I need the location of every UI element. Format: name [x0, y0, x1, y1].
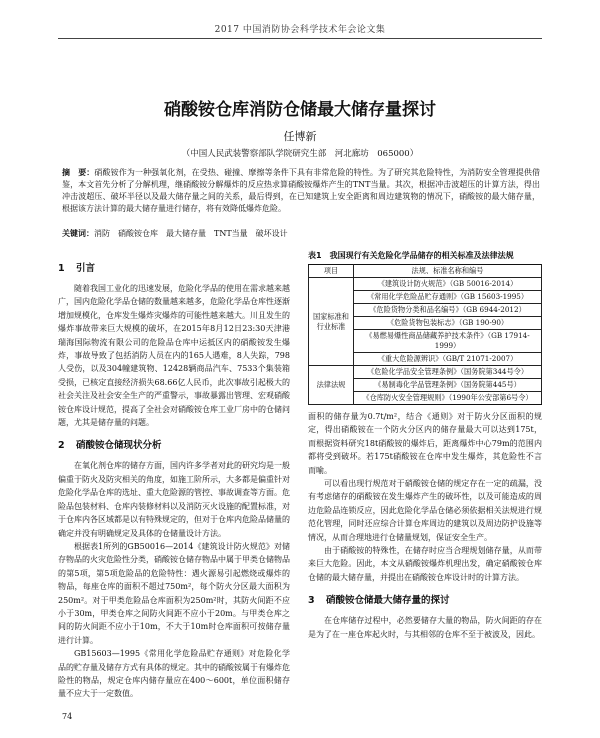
table-cell: 《危险货物分类和品名编号》（GB 6944-2012）	[354, 304, 542, 317]
abstract-label: 摘 要：	[62, 168, 95, 177]
section-heading	[58, 439, 290, 453]
body-paragraph: 可以看出现行规范对于硝酸铵仓储的规定存在一定的疏漏，没有考虑储存的硝酸铵在发生爆炸产生的破坏性，以及可能造成的周边危险品连锁反应，因此危险化学品仓储必须依据相关法规进行规范化管理，同时还应综合计算仓库周边的建筑以及周边防护设施等情况，从而合理地进行仓储量规划，保证安全生产。	[308, 479, 542, 542]
table-cell: 《仓库防火安全管理规则》（1990年公安部第6号令）	[354, 392, 542, 405]
table-cell: 《建筑设计防火规范》（GB 50016-2014）	[354, 278, 542, 291]
body-paragraph: GB15603—1995《常用化学危险品贮存通则》对危险化学品的贮存量及储存方式有具体的规定。其中的硝酸铵属于有爆炸危险性的物品，规定仓库内储存量应在400～600t，单位面积储存量不应大于一定数值。	[58, 649, 290, 699]
running-header: 2017 中国消防协会科学技术年会论文集	[214, 25, 386, 35]
section-title: 硝酸铵仓储现状分析	[76, 440, 162, 452]
table-row	[309, 278, 542, 291]
right-column	[308, 410, 542, 641]
keywords-label: 关键词：	[62, 229, 94, 238]
body-paragraph: 在仓库储存过程中，必然要储存大量的物品，防火间距的存在是为了在一座仓库起火时，与其相邻的仓库不至于被波及，因此。	[308, 616, 542, 639]
section-title: 引言	[76, 263, 96, 274]
abstract	[62, 167, 540, 215]
section-title: 硝酸铵仓储最大储存量的探讨	[326, 595, 450, 607]
regulations-table	[308, 264, 542, 405]
abstract-text: 硝酸铵作为一种强氧化剂，在受热、碰撞、摩擦等条件下具有非常危险的特性。为了研究其危险特性，为消防安全管理提供借鉴，本文首先分析了分解机理，继硝酸铵分解爆炸的反应热求算硝酸铵爆炸产生的TNT当量。其次，根据冲击波超压的计算方法，得出冲击波超压、破坏半径以及最大储存量之间的关系，最后得到，在已知建筑上安全距离和周边建筑物的情况下，硝酸铵的最大储存量，根据该方法计算的最大储存量进行储存，将有效降低爆炸危险。	[62, 168, 541, 213]
body-paragraph: 在氧化剂仓库的储存方面，国内许多学者对此的研究均是一般偏重于防火及防灾相关的角度，如施工阶所示，大多都是偏重针对危险化学品仓库的选址、重大危险源的管控、事故调查等方面。危险品包装材料、仓库内装修材料以及消防灭火设施的配置标准，对于仓库内各区域都是以有特殊规定的，但对于仓库内危险品储量的确定并没有明确规定及具体的仓储量设计方法。	[58, 461, 290, 538]
table-header-row	[309, 265, 542, 278]
page-number: 74	[62, 712, 73, 721]
keywords	[62, 228, 540, 239]
section-number: 3	[308, 595, 315, 607]
keywords-text: 消防 硝酸铵仓库 最大储存量 TNT当量 破坏设计	[94, 229, 288, 238]
table-row	[309, 366, 542, 379]
body-paragraph: 随着我国工业化的迅速发展，危险化学品的使用在需求越来越广，国内危险化学品仓储的数量越来越多，危险化学品仓库性逐渐增加规模化，仓库发生爆炸灾爆炸的可能性越来越大。川且发生的爆炸事故带来巨大规模的破坏，在2015年8月12日23:30天津港瑞海国际物流有限公司的危险品仓库中运抵区内的硝酸铵发生爆炸，事故导致了包括消防人员在内的165人遇难，8人失踪，798人受伤，以及304幢建筑物、12428辆商品汽车、7533个集装箱受损，已核定直接经济损失68.66亿人民币，此次事故引起极大的社会关注及社会安全生产的严重警示，事故暴露出管理、宏观硝酸铵仓库设计规范，提高了全社会对硝酸铵仓库工业厂房中的仓储问题，尤其是储存量的问题。	[58, 284, 290, 428]
table-category-cell: 国家标准和行业标准	[309, 278, 354, 366]
section-number: 2	[58, 440, 65, 452]
body-paragraph: 由于硝酸铵的特殊性，在储存时应当合理规划储存量，从而带来巨大危险。因此，本文从硝酸铵爆炸机理出发，确定硝酸铵仓库仓储的最大储存量，并提出在硝酸铵仓库设计时的计算方法。	[308, 546, 542, 582]
table-cell: 《危险化学品安全管理条例》（国务院第344号令）	[354, 366, 542, 379]
table-cell: 《易制毒化学品管理条例》（国务院第445号）	[354, 379, 542, 392]
section-heading	[58, 262, 290, 276]
table-cell: 《易燃易爆性商品储藏养护技术条件》（GB 17914-1999）	[354, 330, 542, 353]
paper-title: 硝酸铵仓库消防仓储最大储存量探讨	[164, 100, 436, 120]
table-category-cell: 法律法规	[309, 366, 354, 405]
table-cell: 《危险货物包装标志》（GB 190-90）	[354, 317, 542, 330]
body-paragraph: 根据表1所列的GB50016—2014《建筑设计防火规范》对储存物品的火灾危险性分类，硝酸铵仓储存物品中属于甲类仓储物品的第5项，第5项危险品的危险特性：遇火源易引起燃烧或爆炸的物品，每座仓库的面积不超过750m²，每个防火分区最大面积为250m²。对于甲类危险品仓库面积为250m²时，其防火间距不应小于30m，甲类仓库之间防火间距不应小于20m。与甲类仓库之间的防火间距不应小于10m，不大于10m时仓库面积可按储存量进行计算。	[58, 541, 290, 645]
table-cell: 《常用化学危险品贮存通则》（GB 15603-1995）	[354, 291, 542, 304]
affiliation: （中国人民武装警察部队学院研究生部 河北廊坊 065000）	[181, 149, 419, 159]
table-cell: 《重大危险源辨识》（GB/T 21071-2007）	[354, 353, 542, 366]
table-header-cell: 项目	[309, 265, 354, 278]
author-name: 任博新	[283, 130, 317, 143]
section-number: 1	[58, 263, 65, 274]
section-heading	[308, 594, 542, 608]
body-paragraph: 面积的储存量为0.7t/m²，结合《通则》对于防火分区面积的规定，得出硝酸铵在一个防火分区内的储存量最大可以达到175t，而根据资料研究18t硝酸铵的爆炸后，距离爆炸中心79m的范围内都将受到破坏。若175t硝酸铵在仓库中发生爆炸，其危险性不言而喻。	[308, 412, 542, 475]
table-header-cell: 法规、标准名称和编号	[354, 265, 542, 278]
header-rule	[58, 38, 542, 39]
table-caption: 表1 我国现行有关危险化学品储存的相关标准及法律法规	[308, 251, 514, 260]
left-column	[58, 258, 290, 701]
